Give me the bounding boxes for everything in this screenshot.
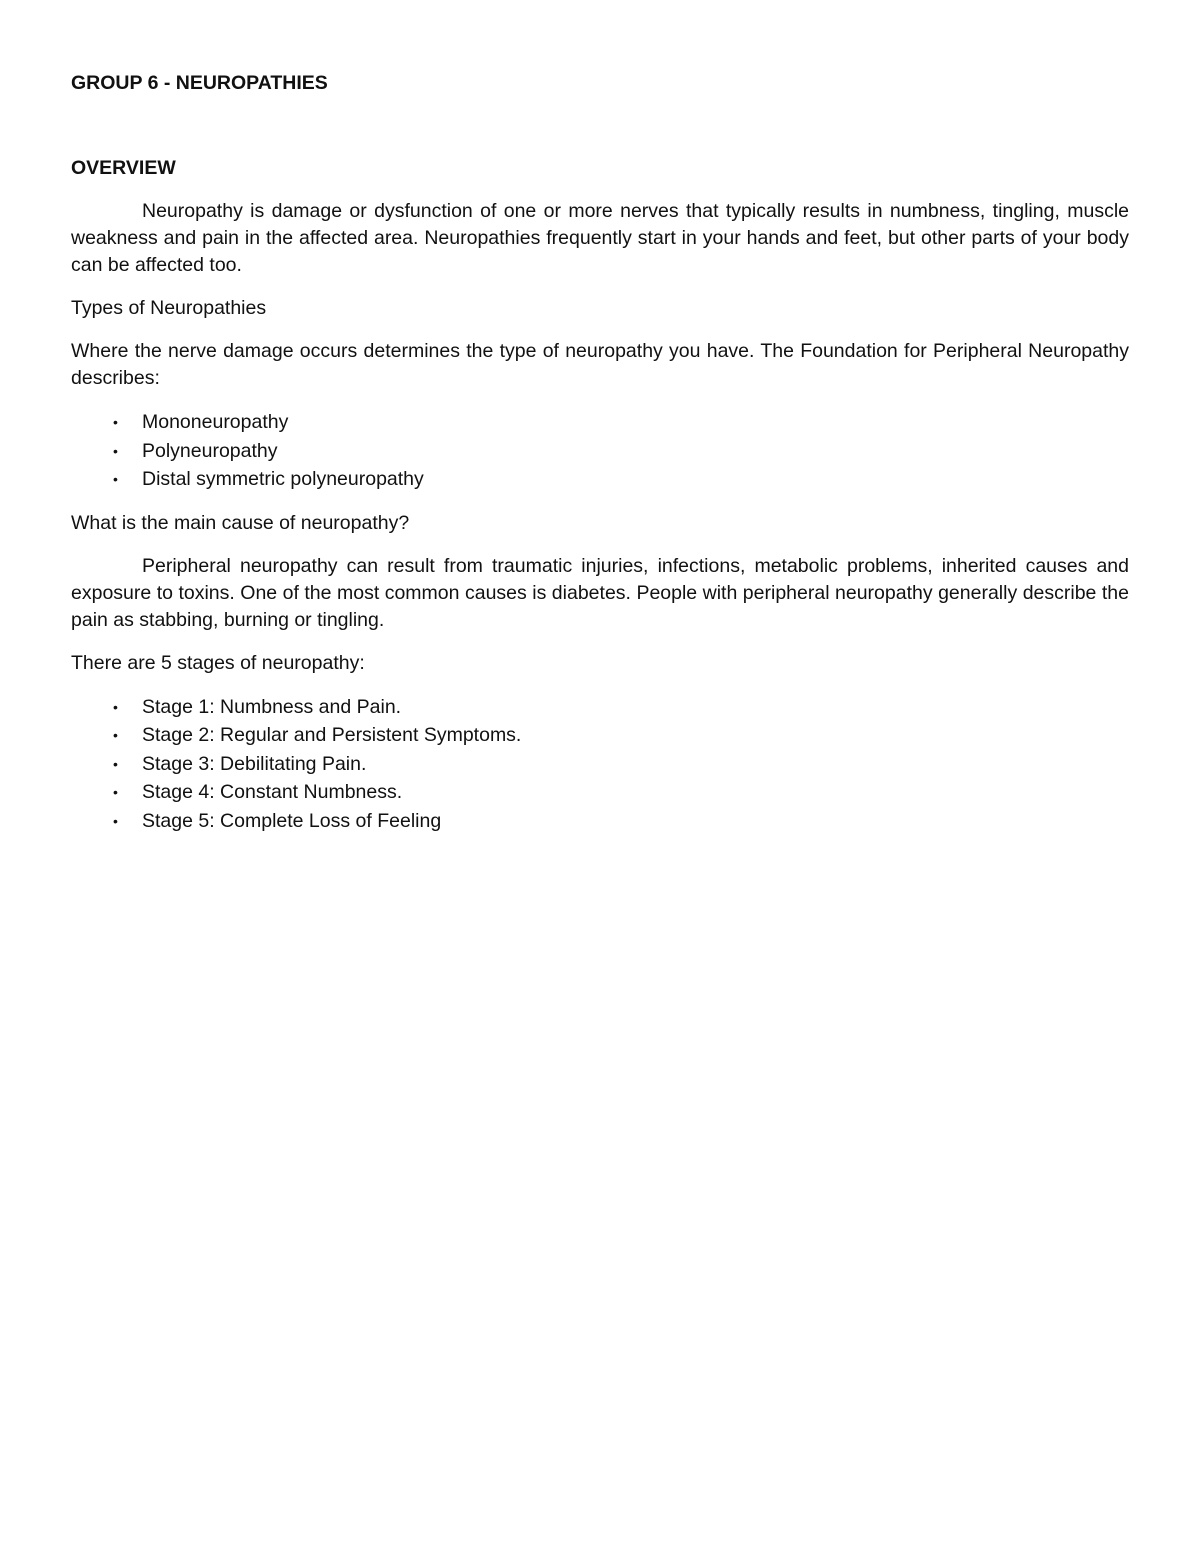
list-item-text: Polyneuropathy — [142, 439, 278, 462]
types-heading: Types of Neuropathies — [71, 297, 267, 319]
document-title: GROUP 6 - NEUROPATHIES — [71, 72, 328, 94]
stages-heading: There are 5 stages of neuropathy: — [71, 651, 365, 674]
bullet-icon: • — [113, 698, 118, 715]
overview-paragraph: Neuropathy is damage or dysfunction of one or more nerves that typically results in numbness, tingling, muscle weakness and pain in the affected area. Neuropathies frequently start in your hands and feet, but other parts of your body can be affected too. — [71, 200, 1129, 276]
types-paragraph: Where the nerve damage occurs determines the type of neuropathy you have. The Foundation for Peripheral Neuropathy describes: — [71, 340, 1129, 389]
list-item — [71, 408, 1129, 437]
bullet-icon: • — [113, 471, 118, 487]
bullet-icon: • — [113, 755, 118, 772]
document-body — [71, 70, 1129, 835]
list-item-text: Mononeuropathy — [142, 411, 289, 433]
stages-list — [71, 693, 1129, 836]
cause-paragraph: Peripheral neuropathy can result from traumatic injuries, infections, metabolic problems, inherited causes and exposure to toxins. One of the most common causes is diabetes. People with peripheral neuropathy generally describe the pain as stabbing, burning or tingling. — [71, 554, 1129, 631]
cause-heading: What is the main cause of neuropathy? — [71, 511, 410, 534]
list-item-text: Stage 5: Complete Loss of Feeling — [142, 809, 442, 832]
bullet-icon: • — [113, 414, 118, 430]
list-item-text: Distal symmetric polyneuropathy — [142, 468, 424, 490]
bullet-icon: • — [113, 812, 118, 829]
list-item — [71, 778, 1129, 807]
types-list — [71, 408, 1129, 494]
bullet-icon: • — [113, 442, 118, 459]
list-item-text: Stage 4: Constant Numbness. — [142, 781, 403, 803]
overview-heading: OVERVIEW — [71, 157, 176, 179]
bullet-icon: • — [113, 784, 118, 800]
list-item — [71, 721, 1129, 750]
list-item-text: Stage 1: Numbness and Pain. — [142, 695, 402, 718]
list-item-text: Stage 3: Debilitating Pain. — [142, 752, 367, 775]
list-item — [71, 750, 1129, 779]
list-item — [71, 807, 1129, 836]
list-item-text: Stage 2: Regular and Persistent Symptoms. — [142, 724, 522, 746]
list-item — [71, 465, 1129, 494]
list-item — [71, 437, 1129, 466]
list-item — [71, 693, 1129, 722]
bullet-icon: • — [113, 727, 118, 743]
